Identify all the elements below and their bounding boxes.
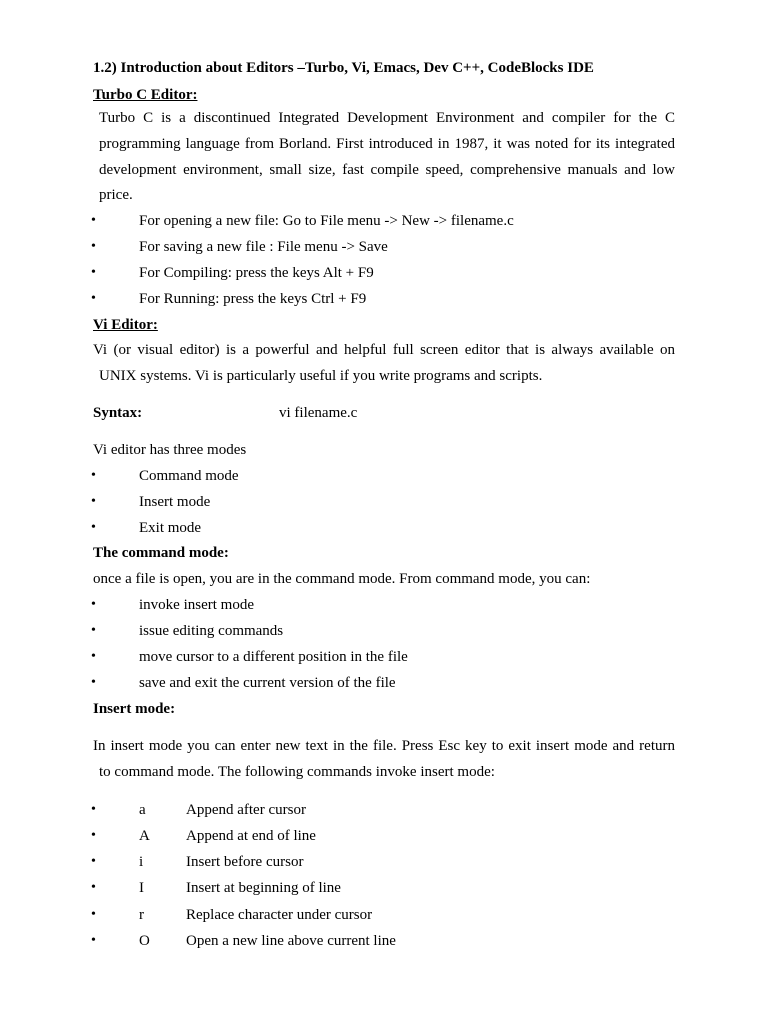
bullet-icon: • bbox=[91, 649, 96, 664]
turbo-para-line: development environment, small size, fast compile speed, comprehensive manuals and low bbox=[99, 162, 675, 178]
list-item: issue editing commands bbox=[139, 623, 284, 639]
command-desc: Append after cursor bbox=[186, 802, 306, 818]
command-mode-title: The command mode: bbox=[93, 545, 229, 561]
insert-para-line: to command mode. The following commands invoke insert mode: bbox=[99, 764, 495, 780]
list-item: For Compiling: press the keys Alt + F9 bbox=[139, 265, 374, 281]
list-item: move cursor to a different position in the file bbox=[139, 649, 408, 665]
bullet-icon: • bbox=[91, 828, 96, 843]
bullet-icon: • bbox=[91, 239, 96, 254]
vi-para-line: UNIX systems. Vi is particularly useful if you write programs and scripts. bbox=[99, 368, 543, 384]
bullet-icon: • bbox=[91, 854, 96, 869]
list-item: Insert mode bbox=[139, 494, 211, 510]
list-item: For opening a new file: Go to File menu -> New -> filename.c bbox=[139, 213, 514, 229]
turbo-para-line: price. bbox=[99, 187, 133, 203]
list-item: Command mode bbox=[139, 468, 239, 484]
bullet-icon: • bbox=[91, 291, 96, 306]
turbo-para-line: programming language from Borland. First introduced in 1987, it was noted for its integrated bbox=[99, 136, 675, 152]
command-desc: Insert before cursor bbox=[186, 854, 304, 870]
command-desc: Insert at beginning of line bbox=[186, 880, 341, 896]
insert-para-line: In insert mode you can enter new text in the file. Press Esc key to exit insert mode and return bbox=[93, 738, 675, 754]
bullet-icon: • bbox=[91, 675, 96, 690]
bullet-icon: • bbox=[91, 265, 96, 280]
command-key: O bbox=[139, 933, 150, 949]
bullet-icon: • bbox=[91, 802, 96, 817]
list-item: Exit mode bbox=[139, 520, 202, 536]
bullet-icon: • bbox=[91, 907, 96, 922]
bullet-icon: • bbox=[91, 520, 96, 535]
insert-mode-title: Insert mode: bbox=[93, 701, 176, 717]
turbo-title: Turbo C Editor: bbox=[93, 87, 198, 103]
command-key: I bbox=[139, 880, 144, 896]
command-desc: Append at end of line bbox=[186, 828, 316, 844]
command-desc: Replace character under cursor bbox=[186, 907, 373, 923]
command-key: a bbox=[139, 802, 146, 818]
bullet-icon: • bbox=[91, 213, 96, 228]
list-item: For Running: press the keys Ctrl + F9 bbox=[139, 291, 367, 307]
syntax-value: vi filename.c bbox=[279, 405, 358, 421]
modes-intro: Vi editor has three modes bbox=[93, 442, 247, 458]
list-item: invoke insert mode bbox=[139, 597, 254, 613]
command-key: r bbox=[139, 907, 144, 923]
vi-title: Vi Editor: bbox=[93, 317, 158, 333]
section-heading: 1.2) Introduction about Editors –Turbo, Vi, Emacs, Dev C++, CodeBlocks IDE bbox=[93, 60, 594, 76]
list-item: save and exit the current version of the file bbox=[139, 675, 396, 691]
command-key: i bbox=[139, 854, 144, 870]
command-mode-intro: once a file is open, you are in the command mode. From command mode, you can: bbox=[93, 571, 591, 587]
list-item: For saving a new file : File menu -> Save bbox=[139, 239, 388, 255]
bullet-icon: • bbox=[91, 880, 96, 895]
syntax-label: Syntax: bbox=[93, 405, 143, 421]
bullet-icon: • bbox=[91, 623, 96, 638]
bullet-icon: • bbox=[91, 468, 96, 483]
command-desc: Open a new line above current line bbox=[186, 933, 396, 949]
turbo-para-line: Turbo C is a discontinued Integrated Development Environment and compiler for the C bbox=[99, 110, 675, 126]
vi-para-line: Vi (or visual editor) is a powerful and helpful full screen editor that is always available on bbox=[93, 342, 675, 358]
command-key: A bbox=[139, 828, 150, 844]
bullet-icon: • bbox=[91, 494, 96, 509]
bullet-icon: • bbox=[91, 933, 96, 948]
bullet-icon: • bbox=[91, 597, 96, 612]
